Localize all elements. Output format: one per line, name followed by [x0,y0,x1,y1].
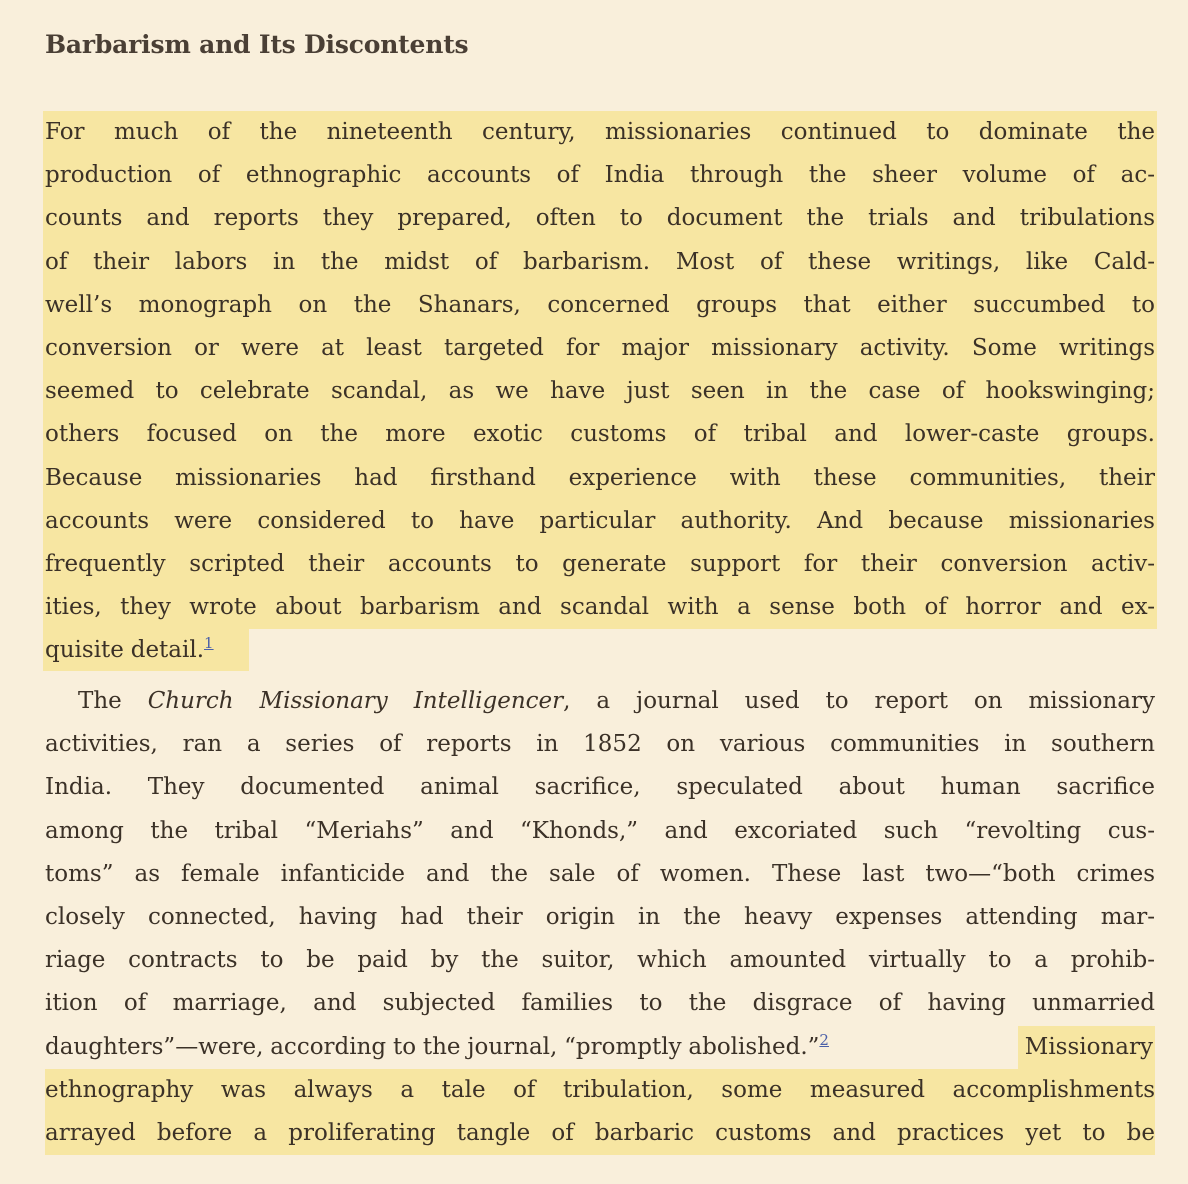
text-line: closely connected, having had their origin in the heavy expenses attending mar- [45,903,1155,930]
text-line-last [45,629,1155,672]
text-line: India. They documented animal sacrifice, speculated about human sacrifice [45,774,1155,801]
text-fragment: quisite detail. [45,637,205,664]
text-line: frequently scripted their accounts to generate support for their conversion activ- [45,550,1155,577]
highlighted-fragment: Missionary [1018,1026,1155,1069]
text-line: Because missionaries had firsthand experience with these communities, their [45,464,1155,491]
text-segment [45,1026,829,1069]
text-line: riage contracts to be paid by the suitor, which amounted virtually to a prohib- [45,947,1155,974]
text-line: production of ethnographic accounts of India through the sheer volume of ac- [45,162,1155,189]
section-heading: Barbarism and Its Discontents [45,30,469,59]
text-line: ition of marriage, and subjected families to the disgrace of having unmarried [45,990,1155,1017]
text-line: seemed to celebrate scandal, as we have just seen in the case of hookswinging; [45,378,1155,405]
paragraph-2 [45,680,1155,1155]
text-line: counts and reports they prepared, often to document the trials and tribulations [45,205,1155,232]
text-fragment: , a journal used to report on missionary [563,688,1155,714]
text-line: toms” as female infanticide and the sale of women. These last two—“both crimes [45,860,1155,887]
footnote-link-2[interactable]: 2 [819,1030,829,1049]
text-line: For much of the nineteenth century, missionaries continued to dominate the [45,119,1155,145]
text-fragment: The [78,688,148,714]
text-line: others focused on the more exotic customs of tribal and lower-caste groups. [45,421,1155,448]
text-fragment: daughters”—were, according to the journal, “promptly abolished.” [45,1033,820,1060]
text-line: ities, they wrote about barbarism and scandal with a sense both of horror and ex- [45,594,1155,621]
text-line: conversion or were at least targeted for major missionary activity. Some writings [45,334,1155,361]
highlighted-line: ethnography was always a tale of tribulation, some measured accomplishments [45,1069,1155,1112]
paragraph-1 [45,111,1155,672]
text-line: among the tribal “Meriahs” and “Khonds,” and excoriated such “revolting cus- [45,817,1155,844]
journal-title: Church Missionary Intelligencer [147,688,564,714]
text-line: well’s monograph on the Shanars, concerned groups that either succumbed to [45,291,1155,318]
highlighted-line: arrayed before a proliferating tangle of barbaric customs and practices yet to be [45,1112,1155,1155]
text-line-first [45,680,1155,723]
text-line-mixed [45,1026,1155,1069]
text-line: accounts were considered to have particular authority. And because missionaries [45,507,1155,534]
text-line: activities, ran a series of reports in 1852 on various communities in southern [45,731,1155,758]
text-line: of their labors in the midst of barbarism. Most of these writings, like Cald- [45,248,1155,275]
footnote-link-1[interactable]: 1 [204,634,214,653]
